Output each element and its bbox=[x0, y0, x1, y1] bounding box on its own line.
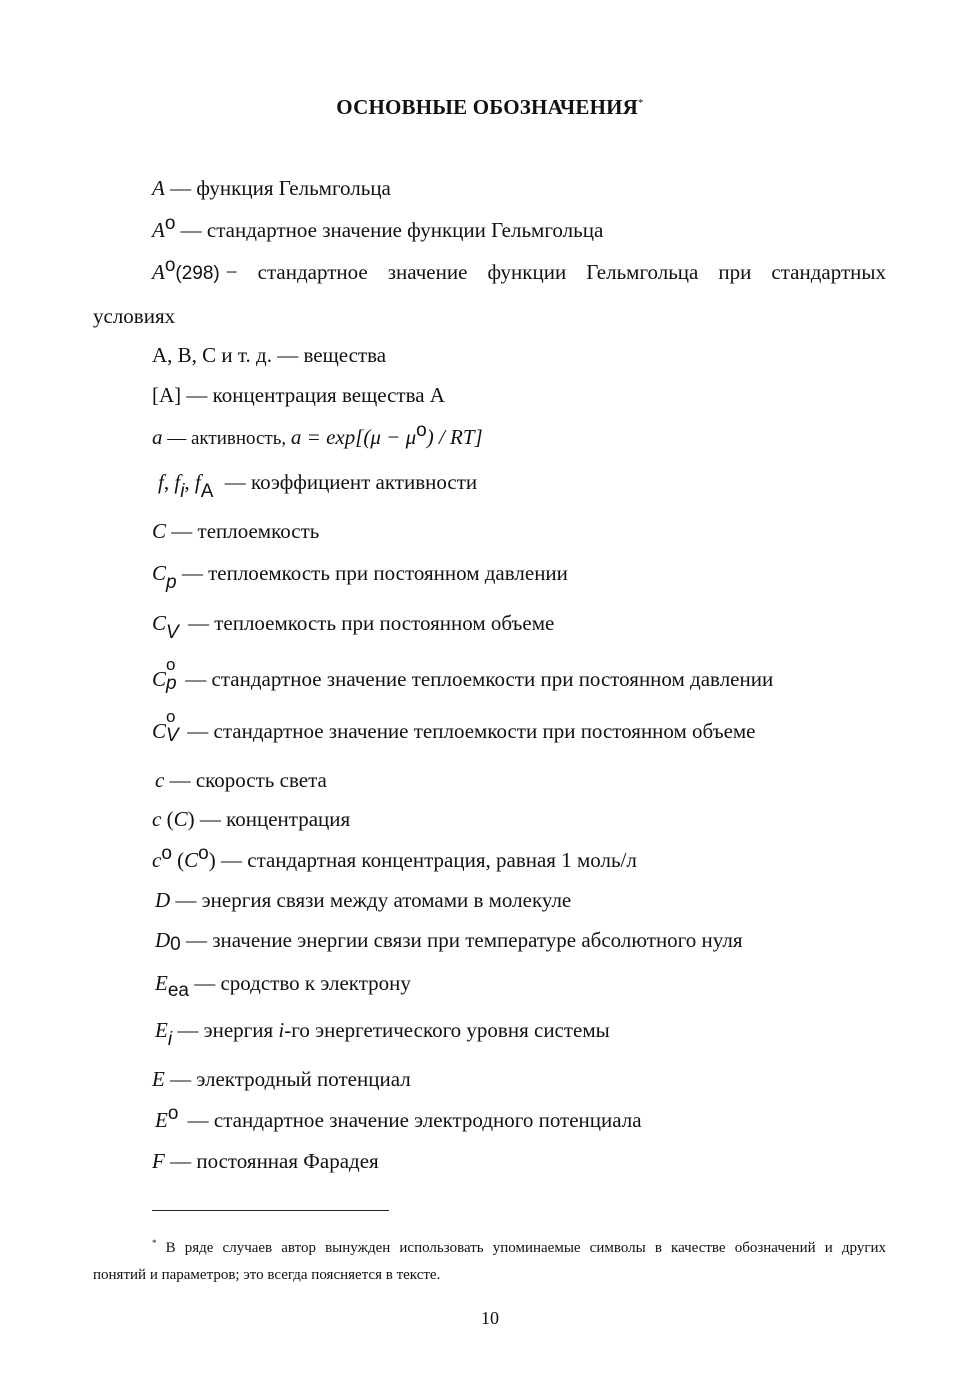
entry-concentration-a: [А] — концентрация вещества А bbox=[152, 383, 445, 407]
entry-faraday: F — постоянная Фарадея bbox=[152, 1149, 379, 1173]
entry-electrode-potential: E — электродный потенциал bbox=[152, 1067, 411, 1091]
entry-helmholtz: A — функция Гельмгольца bbox=[152, 176, 391, 200]
entry-bond-energy: D — энергия связи между атомами в молекуле bbox=[155, 888, 572, 912]
entry-cp: Cp — теплоемкость при постоянном давлении bbox=[152, 561, 568, 593]
entry-electrode-potential-standard: Eo — стандартное значение электродного потенциала bbox=[155, 1103, 642, 1132]
entry-heat-capacity: C — теплоемкость bbox=[152, 519, 320, 543]
entry-concentration: c (C) — концентрация bbox=[152, 807, 351, 831]
entry-helmholtz-298: Ao(298) − стандартное значение функции Гельмгольца при стандартных bbox=[152, 255, 886, 284]
entry-speed-of-light: c — скорость света bbox=[155, 768, 327, 792]
footnote-divider bbox=[152, 1210, 389, 1211]
entry-helmholtz-standard: Ao — стандартное значение функции Гельмгольца bbox=[152, 213, 604, 242]
entry-cp-standard: C o p — стандартное значение теплоемкости при постоянном давлении bbox=[152, 655, 774, 694]
entry-electron-affinity: Eea — сродство к электрону bbox=[155, 971, 411, 1001]
page-number: 10 bbox=[481, 1308, 499, 1328]
entry-activity: a — активность, a = exp[(μ − μo) / RT] bbox=[152, 420, 483, 449]
page-title: ОСНОВНЫЕ ОБОЗНАЧЕНИЯ* bbox=[336, 95, 644, 119]
footnote-mark: * bbox=[638, 97, 644, 109]
entry-cv-standard: C o V — стандартное значение теплоемкости при постоянном объеме bbox=[152, 707, 756, 746]
entry-substances: А, В, С и т. д. — вещества bbox=[152, 343, 387, 367]
entry-d0: D0 — значение энергии связи при температуре абсолютного нуля bbox=[155, 928, 743, 955]
footnote-line-2: понятий и параметров; это всегда поясняется в тексте. bbox=[93, 1267, 441, 1283]
entry-activity-coefficient: f, fi, fA — коэффициент активности bbox=[158, 470, 478, 502]
entry-energy-level: Ei — энергия i-го энергетического уровня системы bbox=[155, 1018, 610, 1050]
footnote-line-1: * В ряде случаев автор вынужден использовать упоминаемые символы в качестве обозначений и других bbox=[152, 1238, 887, 1256]
entry-standard-concentration: co (Co) — стандартная концентрация, равная 1 моль/л bbox=[152, 843, 637, 872]
entry-helmholtz-298-text: − стандартное значение функции Гельмгольца при стандартных bbox=[225, 260, 886, 284]
entry-helmholtz-298-cont: условиях bbox=[93, 304, 176, 328]
entry-cv: CV — теплоемкость при постоянном объеме bbox=[152, 611, 555, 643]
